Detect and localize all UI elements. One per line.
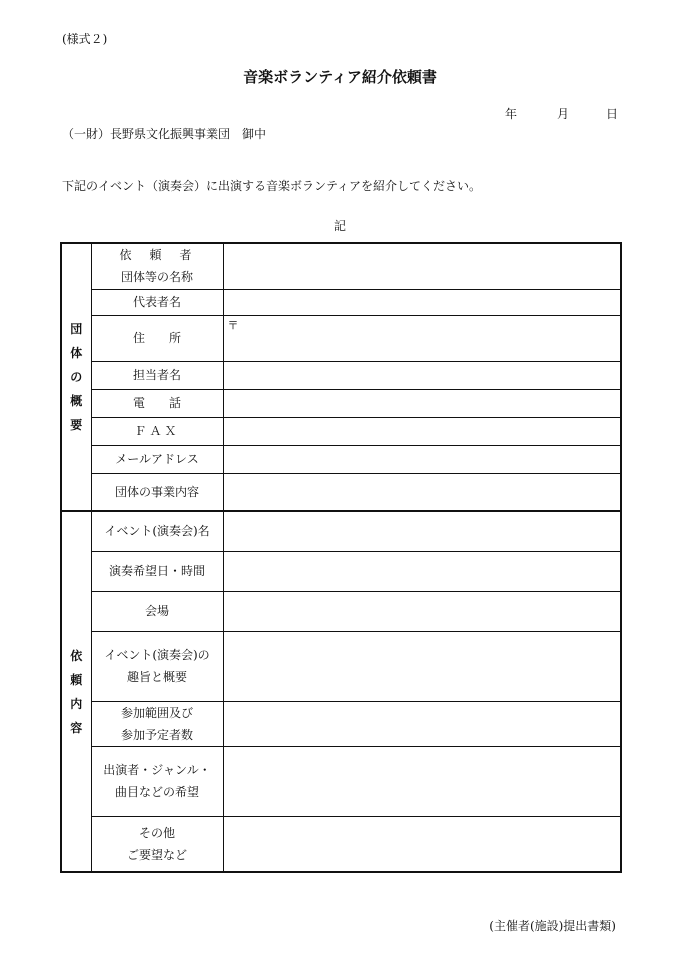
intro-text: 下記のイベント（演奏会）に出演する音楽ボランティアを紹介してください。 [62,179,482,193]
label-line: 演奏希望日・時間 [108,564,205,578]
label-email [91,445,223,473]
label-line: 担当者名 [132,368,181,382]
table-row [61,315,621,361]
label-representative [91,289,223,315]
label-line: 曲目などの希望 [114,785,199,799]
table-row [61,289,621,315]
label-phone [91,389,223,417]
label-line: 参加範囲及び [120,705,193,720]
label-contact-person [91,361,223,389]
field-email[interactable] [223,445,621,473]
label-performer-wishes [91,746,223,816]
document-title: 音楽ボランティア紹介依頼書 [243,68,437,86]
label-line: 電 話 [132,396,181,410]
label-preferred-datetime [91,551,223,591]
label-line: 出演者・ジャンル・ [103,763,211,777]
field-event-name[interactable] [223,511,621,551]
field-representative[interactable] [223,289,621,315]
field-contact-person[interactable] [223,361,621,389]
field-address[interactable] [223,315,621,361]
label-line: ＦＡＸ [134,424,180,438]
field-preferred-datetime[interactable] [223,551,621,591]
date-month-label: 月 [557,107,570,121]
field-fax[interactable] [223,417,621,445]
label-line: イベント(演奏会)名 [104,524,210,539]
field-venue[interactable] [223,591,621,631]
field-performer-wishes[interactable] [223,746,621,816]
date-year-label: 年 [505,107,518,121]
group-overview-heading-text: 団体の概要 [70,322,83,432]
label-line: 会場 [144,604,169,618]
field-requester-name[interactable] [223,243,621,289]
label-address [91,315,223,361]
label-line: その他 [138,825,175,840]
request-details-heading [61,511,91,872]
table-row [61,243,621,289]
table-row [61,473,621,511]
field-event-purpose[interactable] [223,631,621,701]
field-phone[interactable] [223,389,621,417]
label-event-purpose [91,631,223,701]
form-number: (様式２) [62,32,108,46]
table-row [61,551,621,591]
label-line: 住 所 [132,331,181,345]
table-row [61,417,621,445]
label-line: ご要望など [126,847,187,862]
table-row [61,816,621,872]
table-row [61,445,621,473]
label-line: 参加予定者数 [120,727,193,742]
table-row [61,631,621,701]
table-row [61,511,621,551]
label-line: 団体の事業内容 [114,484,199,499]
table-row [61,591,621,631]
label-line: メールアドレス [115,452,199,466]
label-event-name [91,511,223,551]
submitter-note: (主催者(施設)提出書類) [489,919,616,933]
addressee: （一財）長野県文化振興事業団 御中 [62,127,267,141]
label-other-requests [91,816,223,872]
field-business[interactable] [223,473,621,511]
table-row [61,701,621,746]
postal-mark: 〒 [227,318,239,332]
request-details-heading-text: 依頼内容 [70,648,83,735]
request-form-table [60,242,622,873]
label-line: イベント(演奏会)の [104,648,210,662]
date-day-label: 日 [606,107,619,121]
label-line: 依 頼 者 [119,248,195,263]
group-overview-heading [61,243,91,511]
table-row [61,389,621,417]
label-line: 代表者名 [132,295,181,309]
field-participants[interactable] [223,701,621,746]
label-line: 趣旨と概要 [126,670,187,684]
table-row [61,746,621,816]
label-requester-name [91,243,223,289]
label-venue [91,591,223,631]
field-other-requests[interactable] [223,816,621,872]
ki-marker: 記 [333,219,346,233]
table-row [61,361,621,389]
label-business [91,473,223,511]
label-participants [91,701,223,746]
label-line: 団体等の名称 [120,270,193,285]
label-fax [91,417,223,445]
